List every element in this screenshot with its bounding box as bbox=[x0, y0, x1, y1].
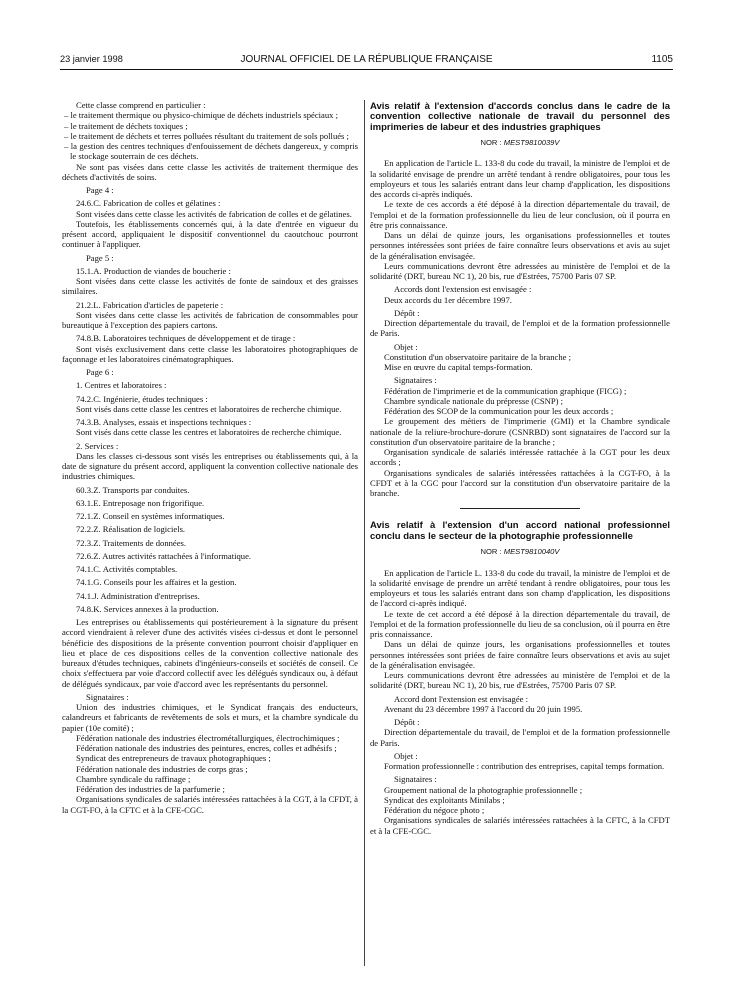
text-paragraph: 72.1.Z. Conseil en systèmes informatiques. bbox=[76, 511, 225, 521]
right-column bbox=[370, 102, 670, 836]
text-paragraph: Organisations syndicales de salariés intéressées rattachées à la CGT-FO, à la CFDT et à la CGC pour l'accord sur la constitution d'un observatoire paritaire de la branche. bbox=[370, 467, 670, 499]
header-rule bbox=[60, 69, 673, 70]
nor-reference bbox=[370, 138, 670, 148]
text-paragraph: Sont visées dans cette classe les activités de fabrication de colles et de gélatines. bbox=[76, 208, 352, 219]
notice-separator bbox=[460, 508, 580, 509]
header-title: JOURNAL OFFICIEL DE LA RÉPUBLIQUE FRANÇAISE bbox=[240, 54, 493, 65]
text-paragraph: Direction départementale du travail, de l'emploi et de la formation professionnelle de Paris. bbox=[370, 727, 670, 748]
nor-code: MEST9810040V bbox=[503, 547, 560, 557]
text-paragraph: Ne sont pas visées dans cette classe les activités de traitement thermique des déchets d'activités de soins. bbox=[62, 161, 358, 182]
text-paragraph: Sont visés dans cette classe les centres et laboratoires de recherche chimique. bbox=[76, 427, 342, 438]
text-paragraph: Accord dont l'extension est envisagée : bbox=[394, 693, 528, 704]
text-paragraph: Sont visées dans cette classe les activités de fabrication de consommables pour bureautique à l'exception des papiers cartons. bbox=[62, 309, 358, 330]
text-paragraph: Le groupement des métiers de l'imprimerie (GMI) et la Chambre syndicale nationale de la reliure-brochure-dorure (CSNRBD) sont signataires de l'accord sur la constitution d'un observatoire paritaire de la branche ; bbox=[370, 416, 670, 447]
text-paragraph: 72.2.Z. Réalisation de logiciels. bbox=[76, 524, 186, 535]
text-paragraph: Chambre syndicale nationale du prépresse (CSNP) ; bbox=[384, 395, 563, 406]
text-paragraph: Constitution d'un observatoire paritaire de la branche ; bbox=[384, 351, 571, 362]
notice-imprimeries bbox=[370, 102, 670, 498]
text-paragraph: 72.3.Z. Traitements de données. bbox=[76, 537, 187, 548]
text-paragraph: Signataires : bbox=[86, 691, 129, 702]
text-paragraph: Accords dont l'extension est envisagée : bbox=[394, 284, 532, 295]
text-paragraph: 24.6.C. Fabrication de colles et gélatines : bbox=[76, 198, 221, 209]
nor-label: NOR : bbox=[480, 547, 502, 557]
text-paragraph: Dans les classes ci-dessous sont visés les entreprises ou établissements qui, à la date de signature du présent accord, appliquent la convention collective nationale des industries chimiques. bbox=[62, 450, 358, 482]
nor-label: NOR : bbox=[480, 138, 502, 148]
text-paragraph: Avenant du 23 décembre 1997 à l'accord du 20 juin 1995. bbox=[384, 703, 583, 714]
text-paragraph: Sont visées dans cette classe les activités de fonte de saindoux et des graisses similaires. bbox=[62, 276, 358, 297]
text-paragraph: Leurs communications devront être adressées au ministère de l'emploi et de la solidarité (DRT, bureau NC 1), 20 bis, rue d'Estrées, 75700 Paris 07 SP. bbox=[370, 260, 670, 282]
text-paragraph: Objet : bbox=[394, 750, 418, 761]
notice-body bbox=[370, 568, 670, 836]
text-paragraph: Fédération nationale des industries des peintures, encres, colles et adhésifs ; bbox=[76, 743, 337, 753]
text-paragraph: Groupement national de la photographie professionnelle ; bbox=[384, 784, 583, 795]
text-paragraph: – la gestion des centres techniques d'enfouissement de déchets dangereux, y compris le stockage souterrain de ces déchets. bbox=[64, 141, 358, 162]
text-paragraph: 74.1.C. Activités comptables. bbox=[76, 564, 178, 574]
text-paragraph: 74.2.C. Ingénierie, études techniques : bbox=[76, 393, 208, 404]
text-paragraph: Dans un délai de quinze jours, les organisations professionnelles et toutes personnes intéressées sont priées de faire connaître leurs observations et avis au sujet de la généralisation envisagée. bbox=[370, 230, 670, 261]
nor-code: MEST9810039V bbox=[503, 138, 560, 148]
notice-body bbox=[370, 158, 670, 498]
text-paragraph: 72.6.Z. Autres activités rattachées à l'informatique. bbox=[76, 550, 252, 561]
text-paragraph: Union des industries chimiques, et le Syndicat français des enducteurs, calandreurs et fabricants de revêtements de sols et murs, et la chambre syndicale du papier (10e comité) ; bbox=[62, 702, 358, 733]
text-paragraph: Le texte de ces accords a été déposé à la direction départementale du travail, de l'emploi et de la formation professionnelle du lieu de leur conclusion, où il pourra en être pris connaissance. bbox=[370, 199, 670, 230]
text-paragraph: – le traitement de déchets et terres polluées résultant du traitement de sols pollués ; bbox=[64, 130, 349, 141]
text-paragraph: Dépôt : bbox=[394, 717, 420, 728]
text-paragraph: Syndicat des entrepreneurs de travaux photographiques ; bbox=[76, 753, 271, 764]
text-paragraph: 15.1.A. Production de viandes de boucherie : bbox=[76, 265, 231, 276]
text-paragraph: Fédération nationale des industries de corps gras ; bbox=[76, 763, 248, 774]
nor-reference bbox=[370, 547, 670, 557]
text-paragraph: Fédération du négoce photo ; bbox=[384, 805, 485, 816]
text-paragraph: – le traitement de déchets toxiques ; bbox=[64, 120, 188, 131]
text-paragraph: Page 6 : bbox=[86, 367, 114, 377]
text-paragraph: Les entreprises ou établissements qui postérieurement à la signature du présent accord viendraient à relever d'une des activités visées ci-dessus et dont le personnel bénéficie des dispositions de la présente convention pourront choisir d'appliquer en lieu et place de ces dispositions celles de la convention collective nationale des bureaux d'études techniques, cabinets d'ingénieurs-conseils et sociétés de conseil. Ce choix s'effectuera par voie d'accord collectif avec les délégués syndicaux ou, à défaut de délégués syndicaux, par voie d'accord avec les représentants du personnel. bbox=[62, 617, 358, 689]
text-paragraph: Organisations syndicales de salariés intéressées rattachées à la CFTC, à la CFDT et à la CFE-CGC. bbox=[370, 815, 670, 836]
text-paragraph: Objet : bbox=[394, 341, 418, 352]
text-paragraph: 21.2.L. Fabrication d'articles de papeterie : bbox=[76, 299, 224, 310]
text-paragraph: Page 5 : bbox=[86, 252, 114, 263]
text-paragraph: 74.8.K. Services annexes à la production. bbox=[76, 603, 219, 614]
left-column bbox=[62, 100, 358, 815]
text-paragraph: Organisation syndicale de salariés intéressée rattachée à la CGT pour les deux accords ; bbox=[370, 447, 670, 468]
page-number: 1105 bbox=[651, 54, 673, 65]
text-paragraph: – le traitement thermique ou physico-chimique de déchets industriels spéciaux ; bbox=[64, 110, 338, 121]
text-paragraph: Fédération des SCOP de la communication pour les deux accords ; bbox=[384, 406, 614, 417]
text-paragraph: Dans un délai de quinze jours, les organisations professionnelles et toutes personnes intéressées sont priées de faire connaître leurs observations et avis au sujet de la généralisation envisagée. bbox=[370, 639, 670, 670]
text-paragraph: Leurs communications devront être adressées au ministère de l'emploi et de la solidarité (DRT, bureau NC 1), 20 bis, rue d'Estrées, 75700 Paris 07 SP. bbox=[370, 670, 670, 691]
header-date: 23 janvier 1998 bbox=[60, 54, 123, 64]
text-paragraph: 74.1.G. Conseils pour les affaires et la gestion. bbox=[76, 577, 237, 588]
text-paragraph: Mise en œuvre du capital temps-formation. bbox=[384, 362, 533, 373]
text-paragraph: Fédération nationale des industries électrométallurgiques, électrochimiques ; bbox=[76, 732, 340, 743]
text-paragraph: Deux accords du 1er décembre 1997. bbox=[384, 294, 512, 305]
text-paragraph: Sont visés dans cette classe les centres et laboratoires de recherche chimique. bbox=[76, 403, 342, 414]
text-paragraph: Cette classe comprend en particulier : bbox=[76, 100, 206, 110]
column-divider bbox=[364, 100, 365, 966]
text-paragraph: 74.8.B. Laboratoires techniques de développement et de tirage : bbox=[76, 333, 296, 344]
page-header bbox=[60, 54, 673, 68]
text-paragraph: 1. Centres et laboratoires : bbox=[76, 380, 167, 391]
text-paragraph: Direction départementale du travail, de l'emploi et de la formation professionnelle de Paris. bbox=[370, 318, 670, 339]
notice-title: Avis relatif à l'extension d'accords conclus dans le cadre de la convention collective nationale de travail du personnel des imprimeries de labeur et des industries graphiques bbox=[370, 101, 670, 133]
text-paragraph: Syndicat des exploitants Minilabs ; bbox=[384, 794, 505, 805]
notice-photographie bbox=[370, 521, 670, 835]
text-paragraph: 63.1.E. Entreposage non frigorifique. bbox=[76, 497, 205, 508]
text-paragraph: En application de l'article L. 133-8 du code du travail, la ministre de l'emploi et de la solidarité envisage de prendre un arrêté tendant à rendre obligatoires, pour tous les employeurs et tous les salariés entrant dans son champ d'application, les dispositions de l'accord ci-après indiqué. bbox=[370, 567, 670, 609]
text-paragraph: Fédération de l'imprimerie et de la communication graphique (FICG) ; bbox=[384, 385, 627, 396]
text-paragraph: Signataires : bbox=[394, 774, 437, 785]
text-paragraph: Formation professionnelle : contribution des entreprises, capital temps formation. bbox=[384, 761, 665, 772]
notice-title: Avis relatif à l'extension d'un accord national professionnel conclu dans le secteur de la photographie professionnelle bbox=[370, 520, 670, 542]
text-paragraph: 60.3.Z. Transports par conduites. bbox=[76, 484, 190, 495]
text-paragraph: Dépôt : bbox=[394, 307, 420, 318]
text-paragraph: Le texte de cet accord a été déposé à la direction départementale du travail, de l'emploi et de la formation professionnelle du lieu de sa conclusion, où il pourra en être pris connaissance. bbox=[370, 608, 670, 640]
text-paragraph: Organisations syndicales de salariés intéressées rattachées à la CGT, à la CFDT, à la CGT-FO, à la CFTC et à la CFE-CGC. bbox=[62, 794, 358, 815]
text-paragraph: 74.3.B. Analyses, essais et inspections techniques : bbox=[76, 417, 252, 427]
text-paragraph: Fédération des industries de la parfumerie ; bbox=[76, 784, 225, 794]
text-paragraph: 74.1.J. Administration d'entreprises. bbox=[76, 590, 200, 601]
text-paragraph: Sont visés exclusivement dans cette classe les laboratoires photographiques de façonnage et les laboratoires cinématographiques. bbox=[62, 343, 358, 364]
text-paragraph: Chambre syndicale du raffinage ; bbox=[76, 773, 191, 784]
text-paragraph: En application de l'article L. 133-8 du code du travail, la ministre de l'emploi et de la solidarité envisage de prendre un arrêté tendant à rendre obligatoires, pour tous les employeurs et tous les salariés entrant dans leur champ d'application, les dispositions des accords ci-après indiqués. bbox=[370, 158, 670, 200]
text-paragraph: Signataires : bbox=[394, 375, 437, 386]
text-paragraph: 2. Services : bbox=[76, 440, 119, 451]
text-paragraph: Toutefois, les établissements concernés qui, à la date d'entrée en vigueur du présent accord, appliquaient le dispositif conventionnel du caoutchouc pourront continuer à l'appliquer. bbox=[62, 218, 358, 250]
text-paragraph: Page 4 : bbox=[86, 185, 114, 195]
